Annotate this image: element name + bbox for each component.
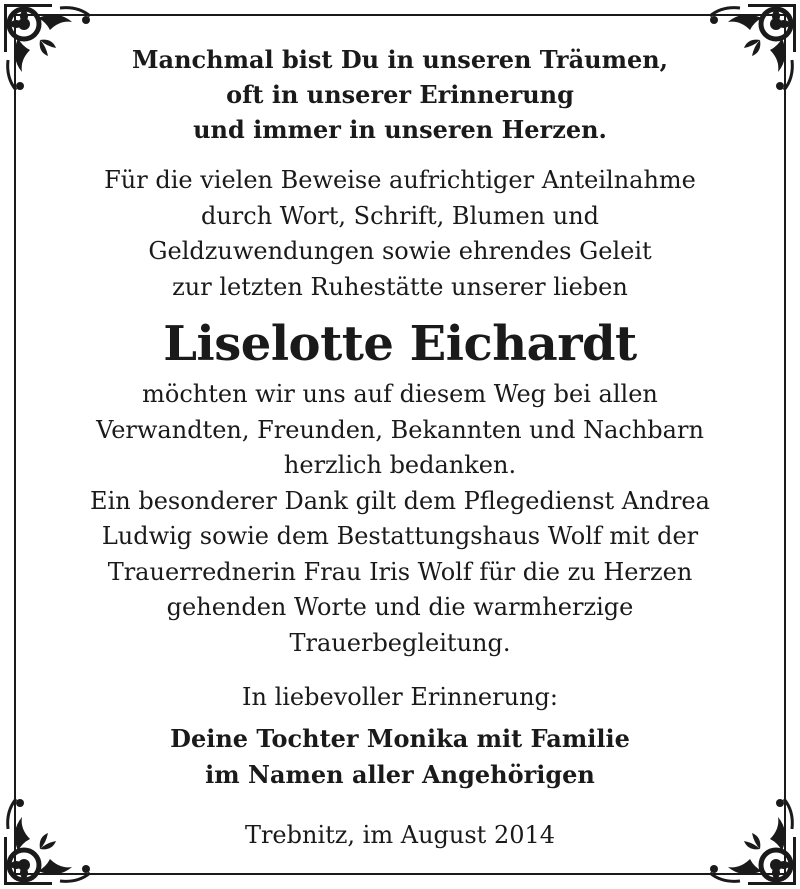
thanks-line: Ludwig sowie dem Bestattungshaus Wolf mit der — [101, 522, 699, 550]
thanks-line: herzlich bedanken. — [283, 451, 517, 479]
signature-block — [40, 721, 760, 793]
obituary-thank-you-notice — [40, 42, 760, 853]
thanks-line: Ein besonderer Dank gilt dem Pflegedienst Andrea — [90, 486, 710, 515]
signature-line: im Namen aller Angehörigen — [205, 760, 595, 789]
signature-line: Deine Tochter Monika mit Familie — [170, 724, 630, 753]
intro-line: Geldzuwendungen sowie ehrendes Geleit — [148, 237, 652, 265]
closing-phrase: In liebevoller Erinnerung: — [242, 683, 558, 711]
motto-line: Manchmal bist Du in unseren Träumen, — [131, 45, 669, 74]
thanks-line: Trauerrednerin Frau Iris Wolf für die zu Herzen — [107, 557, 693, 586]
motto-line: und immer in unseren Herzen. — [193, 115, 607, 144]
thanks-line: möchten wir uns auf diesem Weg bei allen — [142, 380, 658, 408]
thanks-line: Verwandten, Freunden, Bekannten und Nachbarn — [96, 415, 704, 444]
motto-line: oft in unserer Erinnerung — [226, 80, 574, 109]
intro-line: zur letzten Ruhestätte unserer lieben — [172, 272, 628, 301]
motto-verse — [40, 42, 760, 147]
intro-paragraph — [40, 163, 760, 305]
intro-line: Für die vielen Beweise aufrichtiger Anteilnahme — [104, 166, 696, 194]
thanks-line: gehenden Worte und die warmherzige — [166, 593, 634, 621]
thanks-paragraph — [40, 377, 760, 661]
deceased-name: Liselotte Eichardt — [163, 316, 637, 372]
place-and-date: Trebnitz, im August 2014 — [244, 821, 556, 849]
intro-line: durch Wort, Schrift, Blumen und — [200, 201, 600, 230]
thanks-line: Trauerbegleitung. — [289, 628, 511, 657]
